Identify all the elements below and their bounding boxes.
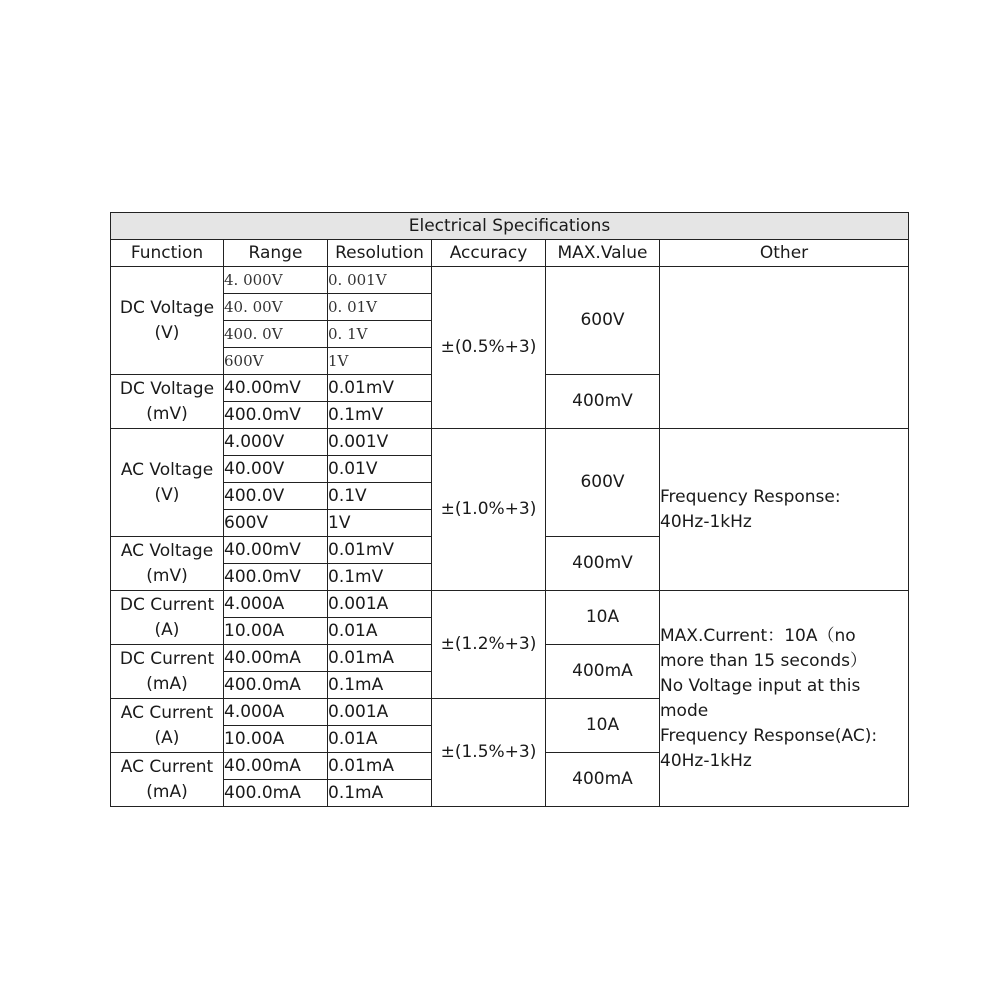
range-cell: 40.00V	[224, 456, 328, 483]
resolution-cell: 0.01A	[328, 726, 432, 753]
resolution-cell: 0.01mV	[328, 375, 432, 402]
table-body	[111, 267, 909, 807]
function-cell	[111, 267, 224, 375]
function-label: (V)	[154, 322, 180, 343]
range-cell: 40.00mV	[224, 537, 328, 564]
function-cell	[111, 537, 224, 591]
table-row	[111, 429, 909, 456]
header-max-value: MAX.Value	[546, 240, 660, 267]
other-note: 40Hz-1kHz	[660, 511, 752, 532]
resolution-cell: 0.1mV	[328, 564, 432, 591]
function-label: AC Voltage	[120, 459, 214, 480]
function-label: AC Current	[120, 756, 214, 777]
function-cell	[111, 645, 224, 699]
max-value-cell: 400mA	[546, 753, 660, 807]
range-cell: 600V	[224, 510, 328, 537]
range-cell: 400.0mA	[224, 780, 328, 807]
resolution-cell: 0.1mV	[328, 402, 432, 429]
header-function: Function	[111, 240, 224, 267]
range-cell: 40.00mA	[224, 753, 328, 780]
function-label: (mV)	[146, 403, 188, 424]
range-cell: 10.00A	[224, 618, 328, 645]
resolution-cell: 0.001V	[328, 429, 432, 456]
range-cell: 400.0V	[224, 483, 328, 510]
range-cell: 400. 0V	[224, 321, 328, 348]
resolution-cell: 0.001A	[328, 591, 432, 618]
accuracy-cell: ±(0.5%+3)	[432, 267, 546, 429]
range-cell: 4.000V	[224, 429, 328, 456]
resolution-cell: 0. 1V	[328, 321, 432, 348]
range-cell: 4.000A	[224, 699, 328, 726]
function-label: DC Current	[119, 594, 215, 615]
max-value-cell: 400mV	[546, 375, 660, 429]
resolution-cell: 1V	[328, 348, 432, 375]
resolution-cell: 0.01A	[328, 618, 432, 645]
max-value-cell: 10A	[546, 699, 660, 753]
header-range: Range	[224, 240, 328, 267]
max-value-cell: 10A	[546, 591, 660, 645]
range-cell: 400.0mA	[224, 672, 328, 699]
other-cell	[660, 591, 909, 807]
max-value-cell: 400mA	[546, 645, 660, 699]
function-label: (V)	[154, 484, 180, 505]
range-cell: 600V	[224, 348, 328, 375]
function-label: (A)	[154, 619, 180, 640]
range-cell: 4. 000V	[224, 267, 328, 294]
table-row	[111, 267, 909, 294]
function-cell	[111, 375, 224, 429]
function-label: (mV)	[146, 565, 188, 586]
resolution-cell: 0.001A	[328, 699, 432, 726]
other-note: Frequency Response(AC):	[660, 725, 878, 746]
function-label: AC Current	[120, 702, 214, 723]
resolution-cell: 0.01mV	[328, 537, 432, 564]
resolution-cell: 0.1mA	[328, 672, 432, 699]
range-cell: 400.0mV	[224, 564, 328, 591]
range-cell: 40. 00V	[224, 294, 328, 321]
resolution-cell: 0.01V	[328, 456, 432, 483]
max-value-cell: 600V	[546, 267, 660, 375]
other-note: MAX.Current：10A（no	[660, 625, 856, 646]
range-cell: 400.0mV	[224, 402, 328, 429]
function-label: (mA)	[146, 781, 188, 802]
header-accuracy: Accuracy	[432, 240, 546, 267]
function-label: DC Voltage	[119, 297, 215, 318]
other-note: 40Hz-1kHz	[660, 750, 752, 771]
other-note: Frequency Response:	[660, 486, 841, 507]
function-label: (A)	[154, 727, 180, 748]
function-label: DC Current	[119, 648, 215, 669]
accuracy-cell: ±(1.5%+3)	[432, 699, 546, 807]
other-cell	[660, 267, 909, 429]
header-resolution: Resolution	[328, 240, 432, 267]
function-cell	[111, 429, 224, 537]
range-cell: 10.00A	[224, 726, 328, 753]
resolution-cell: 0.01mA	[328, 645, 432, 672]
range-cell: 40.00mA	[224, 645, 328, 672]
function-label: (mA)	[146, 673, 188, 694]
header-other: Other	[660, 240, 909, 267]
table-row	[111, 591, 909, 618]
resolution-cell: 0. 01V	[328, 294, 432, 321]
function-cell	[111, 753, 224, 807]
max-value-cell: 400mV	[546, 537, 660, 591]
max-value-cell: 600V	[546, 429, 660, 537]
resolution-cell: 0.1mA	[328, 780, 432, 807]
header-row	[111, 240, 909, 267]
accuracy-cell: ±(1.2%+3)	[432, 591, 546, 699]
range-cell: 4.000A	[224, 591, 328, 618]
function-label: DC Voltage	[119, 378, 215, 399]
other-note: No Voltage input at this	[660, 675, 861, 696]
range-cell: 40.00mV	[224, 375, 328, 402]
other-note: mode	[660, 700, 709, 721]
function-cell	[111, 699, 224, 753]
electrical-specifications-table	[110, 212, 909, 807]
table-title: Electrical Specifications	[111, 213, 909, 240]
accuracy-cell: ±(1.0%+3)	[432, 429, 546, 591]
resolution-cell: 0.1V	[328, 483, 432, 510]
function-cell	[111, 591, 224, 645]
resolution-cell: 1V	[328, 510, 432, 537]
resolution-cell: 0.01mA	[328, 753, 432, 780]
function-label: AC Voltage	[120, 540, 214, 561]
other-cell	[660, 429, 909, 591]
resolution-cell: 0. 001V	[328, 267, 432, 294]
other-note: more than 15 seconds）	[660, 650, 867, 671]
